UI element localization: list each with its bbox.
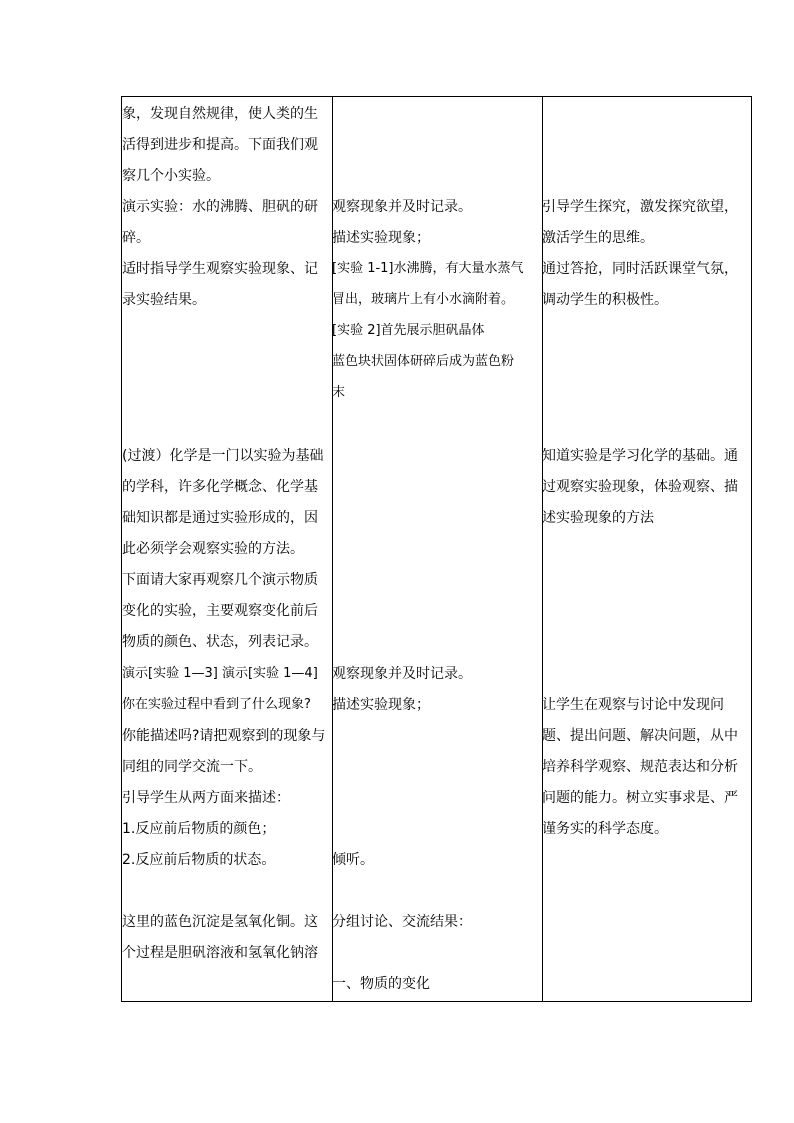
teacher-text-line: 引导学生从两方面来描述： bbox=[122, 790, 290, 806]
student-text-line: 末 bbox=[332, 385, 346, 400]
teacher-text-line: 础知识都是通过实验形成的，因 bbox=[122, 510, 318, 526]
lesson-plan-table bbox=[121, 96, 752, 1002]
student-text-line: 蓝色块状固体研碎后成为蓝色粉 bbox=[332, 354, 515, 369]
teacher-text-line: 演示[实验 1—3] 演示[实验 1—4] bbox=[122, 666, 318, 681]
teacher-text-line: 2.反应前后物质的状态。 bbox=[122, 852, 276, 868]
teacher-text-line: (过渡）化学是一门以实验为基础 bbox=[122, 448, 324, 464]
teacher-text-line: 的学科，许多化学概念、化学基 bbox=[122, 479, 318, 495]
intent-text-line: 引导学生探究，激发探究欲望， bbox=[542, 199, 738, 215]
intent-text-line: 知道实验是学习化学的基础。通 bbox=[542, 448, 738, 464]
intent-text-line: 培养科学观察、规范表达和分析 bbox=[542, 759, 738, 775]
teacher-text-line: 变化的实验，主要观察变化前后 bbox=[122, 603, 318, 619]
teacher-text-line: 演示实验：水的沸腾、胆矾的研 bbox=[122, 199, 318, 215]
intent-text-line: 述实验现象的方法 bbox=[542, 510, 654, 526]
intent-text-line: 题、提出问题、解决问题，从中 bbox=[542, 728, 738, 744]
teacher-text-line: 象，发现自然规律，使人类的生 bbox=[122, 106, 318, 122]
intent-text-line: 调动学生的积极性。 bbox=[542, 292, 668, 308]
teacher-text-line: 活得到进步和提高。下面我们观 bbox=[122, 137, 318, 153]
intent-text-line: 问题的能力。树立实事求是、严 bbox=[542, 790, 738, 806]
teacher-text-line: 察几个小实验。 bbox=[122, 168, 220, 184]
intent-text-line: 激活学生的思维。 bbox=[542, 230, 654, 246]
teacher-text-line: 这里的蓝色沉淀是氢氧化铜。这 bbox=[122, 914, 318, 930]
student-text-line: 分组讨论、交流结果： bbox=[332, 914, 472, 930]
teacher-text-line: 此必须学会观察实验的方法。 bbox=[122, 541, 304, 557]
student-text-line: 冒出，玻璃片上有小水滴附着。 bbox=[332, 292, 515, 307]
teacher-text-line: 你在实验过程中看到了什么现象? bbox=[122, 697, 311, 712]
student-text-line: 观察现象并及时记录。 bbox=[332, 666, 472, 682]
teacher-text-line: 碎。 bbox=[122, 230, 150, 246]
teacher-text-line: 同组的同学交流一下。 bbox=[122, 759, 262, 775]
student-text-line: [实验 1-1]水沸腾，有大量水蒸气 bbox=[332, 261, 524, 276]
student-text-line: 倾听。 bbox=[332, 852, 374, 868]
intent-text-line: 谨务实的科学态度。 bbox=[542, 821, 668, 837]
student-text-line: 描述实验现象； bbox=[332, 230, 430, 246]
teacher-text-line: 适时指导学生观察实验现象、记 bbox=[122, 261, 318, 277]
student-text-line: 观察现象并及时记录。 bbox=[332, 199, 472, 215]
teacher-text-line: 你能描述吗?请把观察到的现象与 bbox=[122, 728, 326, 744]
intent-text-line: 让学生在观察与讨论中发现问 bbox=[542, 697, 724, 713]
teacher-text-line: 个过程是胆矾溶液和氢氧化钠溶 bbox=[122, 945, 318, 961]
teacher-text-line: 下面请大家再观察几个演示物质 bbox=[122, 572, 318, 588]
intent-text-line: 过观察实验现象，体验观察、描 bbox=[542, 479, 738, 495]
student-text-line: 一、物质的变化 bbox=[332, 976, 430, 992]
intent-text-line: 通过答抢，同时活跃课堂气氛， bbox=[542, 261, 738, 277]
teacher-text-line: 1.反应前后物质的颜色； bbox=[122, 821, 276, 837]
teacher-text-line: 物质的颜色、状态，列表记录。 bbox=[122, 634, 318, 650]
teacher-text-line: 录实验结果。 bbox=[122, 292, 206, 308]
student-text-line: [实验 2]首先展示胆矾晶体 bbox=[332, 323, 485, 338]
student-text-line: 描述实验现象； bbox=[332, 697, 430, 713]
